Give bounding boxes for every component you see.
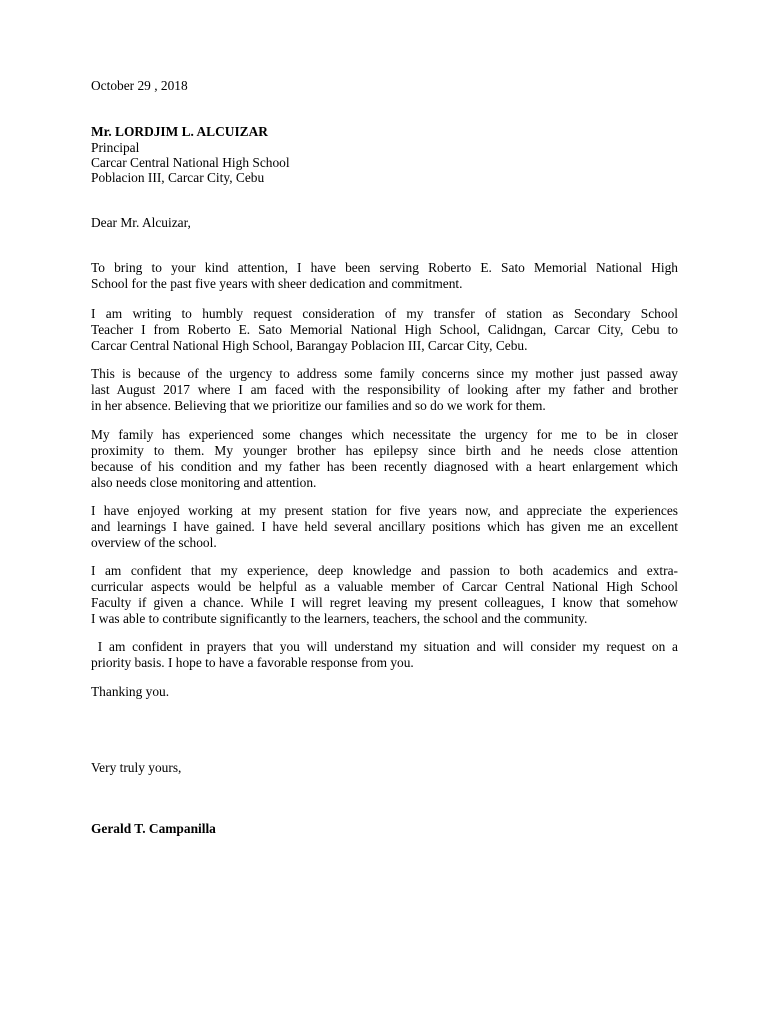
paragraph-line: curricular aspects would be helpful as a valuable member of Carcar Central National High School (91, 579, 678, 594)
paragraph-line: also needs close monitoring and attention. (91, 475, 317, 490)
salutation: Dear Mr. Alcuizar, (91, 215, 191, 230)
paragraph-line: To bring to your kind attention, I have been serving Roberto E. Sato Memorial National High (91, 260, 678, 275)
paragraph-line: in her absence. Believing that we prioritize our families and so do we work for them. (91, 398, 546, 413)
recipient-address: Poblacion III, Carcar City, Cebu (91, 170, 265, 185)
paragraph-line: because of his condition and my father has been recently diagnosed with a heart enlargement which (91, 459, 678, 474)
recipient-name: Mr. LORDJIM L. ALCUIZAR (91, 124, 268, 139)
body-paragraph-2 (91, 306, 678, 354)
paragraph-line: Teacher I from Roberto E. Sato Memorial National High School, Calidngan, Carcar City, Cebu to (91, 322, 678, 337)
paragraph-line: Faculty if given a chance. While I will regret leaving my present colleagues, I know that somehow (91, 595, 678, 610)
body-paragraph-5 (91, 503, 678, 551)
thanks-line: Thanking you. (91, 684, 170, 699)
paragraph-line: priority basis. I hope to have a favorable response from you. (91, 655, 414, 670)
paragraph-line: This is because of the urgency to address some family concerns since my mother just passed away (91, 366, 678, 381)
signature-name: Gerald T. Campanilla (91, 821, 216, 836)
paragraph-line: proximity to them. My younger brother has epilepsy since birth and he needs close attention (91, 443, 678, 458)
paragraph-line: My family has experienced some changes which necessitate the urgency for me to be in closer (91, 427, 678, 442)
body-paragraph-7 (91, 639, 678, 671)
paragraph-line: last August 2017 where I am faced with the responsibility of looking after my father and brother (91, 382, 678, 397)
paragraph-line: I was able to contribute significantly to the learners, teachers, the school and the community. (91, 611, 588, 626)
paragraph-line: and learnings I have gained. I have held several ancillary positions which has given me an excellent (91, 519, 678, 534)
paragraph-line: overview of the school. (91, 535, 217, 550)
paragraph-line: School for the past five years with sheer dedication and commitment. (91, 276, 463, 291)
recipient-school: Carcar Central National High School (91, 155, 290, 170)
body-paragraph-6 (91, 563, 678, 627)
closing-line: Very truly yours, (91, 760, 182, 775)
paragraph-line: I have enjoyed working at my present station for five years now, and appreciate the experiences (91, 503, 678, 518)
recipient-title: Principal (91, 140, 140, 155)
body-paragraph-1 (91, 260, 678, 292)
letter-date: October 29 , 2018 (91, 78, 188, 93)
paragraph-line: I am confident in prayers that you will understand my situation and will consider my request on a (91, 639, 678, 654)
body-paragraph-4 (91, 427, 678, 491)
paragraph-line: I am confident that my experience, deep knowledge and passion to both academics and extra- (91, 563, 678, 578)
body-paragraph-3 (91, 366, 678, 414)
paragraph-line: I am writing to humbly request consideration of my transfer of station as Secondary School (91, 306, 678, 321)
paragraph-line: Carcar Central National High School, Barangay Poblacion III, Carcar City, Cebu. (91, 338, 528, 353)
